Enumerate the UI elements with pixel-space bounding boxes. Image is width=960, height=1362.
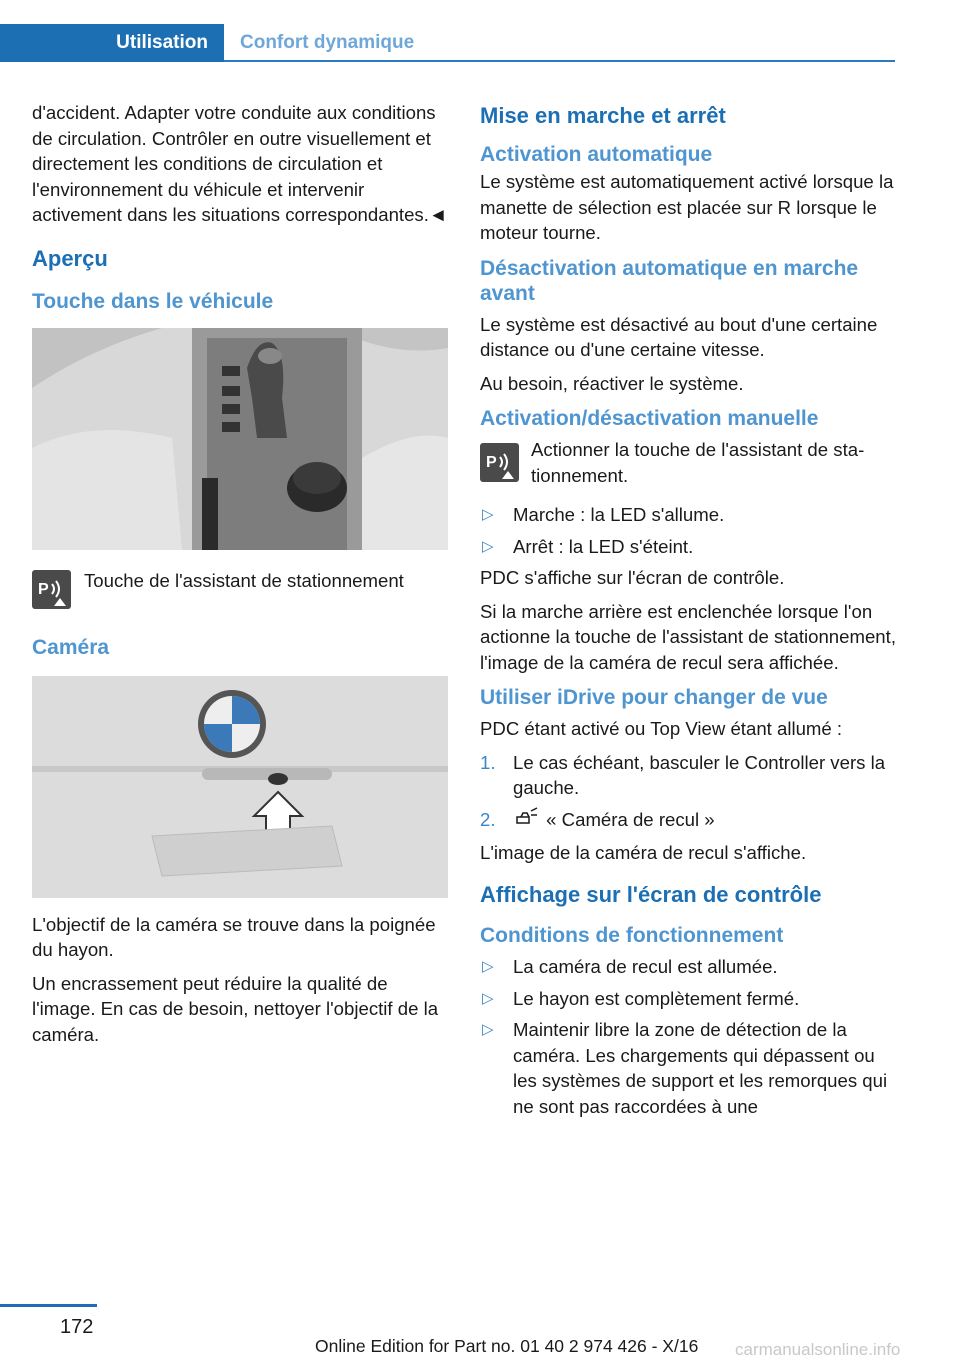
caption-touche <box>32 570 448 609</box>
subheading-idrive: Utiliser iDrive pour changer de vue <box>480 686 828 709</box>
para-objectif: L'objectif de la caméra se trouve dans la poignée du hayon. <box>32 913 436 960</box>
caption-touche-text: Touche de l'assistant de stationnement <box>84 569 404 591</box>
watermark: carmanualsonline.info <box>735 1340 901 1359</box>
subheading-activation-auto: Activation automatique <box>480 143 713 166</box>
svg-text:P: P <box>38 580 49 598</box>
svg-text:P: P <box>486 454 497 471</box>
subheading-camera: Caméra <box>32 635 110 659</box>
para-desactivation-2: Au besoin, réactiver le système. <box>480 372 744 394</box>
para-desactivation-1: Le système est désactivé au bout d'une certaine distance ou d'une certaine vitesse. <box>480 313 878 360</box>
para-image: L'image de la caméra de recul s'affiche. <box>480 841 807 863</box>
header-tabbar <box>0 24 895 62</box>
para-idrive: PDC étant activé ou Top View étant allumé : <box>480 718 843 739</box>
triangle-bullet-icon: ▷ <box>482 506 494 523</box>
led-list <box>480 502 896 559</box>
list-item: ▷ La caméra de recul est allumée. <box>480 954 896 980</box>
triangle-bullet-icon: ▷ <box>482 1021 494 1039</box>
right-column <box>480 100 896 1125</box>
subheading-desactivation-auto: Désactivation automatique en marche avant <box>480 256 859 305</box>
subheading-conditions: Conditions de fonctionnement <box>480 924 784 948</box>
list-item: 1. Le cas échéant, basculer le Controller vers la gauche. <box>480 751 886 798</box>
console-photo <box>32 328 448 550</box>
camera-photo <box>32 676 448 898</box>
para-activation-auto: Le système est automatiquement activé lorsque la manette de sélection est placée sur R lorsque le moteur tourne. <box>480 171 894 243</box>
tab-confort-dynamique[interactable]: Confort dynamique <box>240 32 415 53</box>
subheading-touche: Touche dans le véhicule <box>32 289 274 313</box>
para-manuelle: Actionner la touche de l'assistant de stationnement. <box>531 439 865 486</box>
camera-view-icon <box>513 807 541 834</box>
steps-list <box>480 750 896 834</box>
page-number: 172 <box>60 1316 94 1338</box>
list-item: ▷ Le hayon est complètement fermé. <box>480 986 896 1012</box>
intro-paragraph: d'accident. Adapter votre conduite aux conditions de circulation. Contrôler en outre visuellement et directement les conditions de circulation et l'environnement du véhicule et intervenir activement dans les situations correspondantes.◄ <box>32 102 448 225</box>
list-item: ▷ Arrêt : la LED s'éteint. <box>480 534 896 560</box>
edition-text: Online Edition for Part no. 01 40 2 974 426 - X/16 <box>315 1336 699 1356</box>
list-item: ▷ Maintenir libre la zone de détection de la caméra. Les chargements qui dépassent ou les systèmes de support et les remorques qui ne sont pas raccordées à une <box>482 1019 888 1117</box>
manual-activation-block <box>480 437 896 488</box>
triangle-bullet-icon: ▷ <box>482 989 494 1007</box>
triangle-bullet-icon: ▷ <box>482 958 494 976</box>
para-encrassement: Un encrassement peut réduire la qualité de l'image. En cas de besoin, nettoyer l'objectif de la caméra. <box>32 972 439 1045</box>
section-marche-arret: Mise en marche et arrêt <box>480 103 726 128</box>
para-pdc: PDC s'affiche sur l'écran de contrôle. <box>480 567 785 588</box>
para-marche-arriere: Si la marche arrière est enclenchée lorsque l'on actionne la touche de l'assistant de stationnement, l'image de la caméra de recul sera affichée. <box>480 600 896 673</box>
parking-assistant-icon <box>480 443 519 482</box>
section-affichage: Affichage sur l'écran de contrôle <box>480 882 822 908</box>
conditions-list <box>480 954 896 1119</box>
tab-utilisation[interactable]: Utilisation <box>0 24 224 62</box>
page-number-bar <box>0 1304 97 1307</box>
parking-assistant-icon <box>32 570 71 609</box>
list-item: 2. « Caméra de recul » <box>480 807 896 834</box>
subheading-manuelle: Activation/désactivation manuelle <box>480 407 819 430</box>
list-item: ▷ Marche : la LED s'allume. <box>480 502 896 528</box>
triangle-bullet-icon: ▷ <box>482 537 494 555</box>
section-apercu: Aperçu <box>32 245 108 271</box>
left-column <box>32 100 448 1055</box>
